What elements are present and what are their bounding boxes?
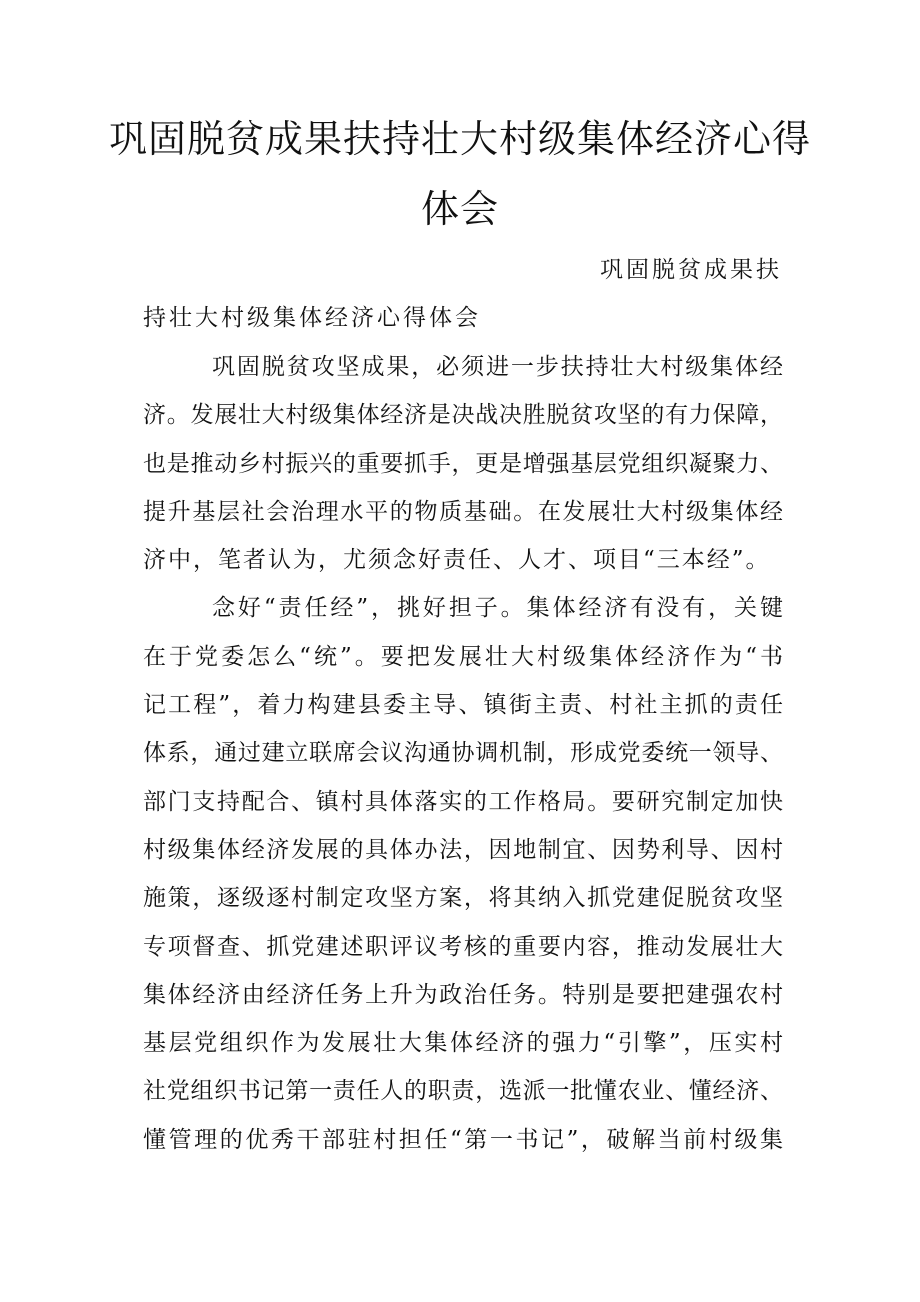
body-line: 基层党组织作为发展壮大集体经济的强力“引擎”，压实村: [143, 1030, 783, 1057]
body-line: 集体经济由经济任务上升为政治任务。特别是要把建强农村: [143, 981, 783, 1008]
title-line-1: 巩固脱贫成果扶持壮大村级集体经济心得: [108, 117, 811, 161]
body-line: 体系，通过建立联席会议沟通协调机制，形成党委统一领导、: [143, 740, 783, 767]
byline-right: 巩固脱贫成果扶: [600, 257, 782, 283]
title-line-2: 体会: [420, 187, 499, 231]
body-text: [143, 347, 783, 1168]
body-line: 懂管理的优秀干部驻村担任“第一书记”，破解当前村级集: [143, 1126, 783, 1153]
body-line: 在于党委怎么“统”。要把发展壮大村级集体经济作为“书: [143, 643, 783, 670]
body-line: 济中，笔者认为，尤须念好责任、人才、项目“三本经”。: [143, 547, 771, 574]
body-line: 巩固脱贫攻坚成果，必须进一步扶持壮大村级集体经: [212, 354, 783, 380]
body-line: 济。发展壮大村级集体经济是决战决胜脱贫攻坚的有力保障，: [143, 402, 783, 429]
body-line: 提升基层社会治理水平的物质基础。在发展壮大村级集体经: [143, 498, 783, 525]
byline-left: 持壮大村级集体经济心得体会: [143, 305, 481, 331]
body-line: 念好“责任经”，挑好担子。集体经济有没有，关键: [212, 595, 783, 622]
body-line: 专项督查、抓党建述职评议考核的重要内容，推动发展壮大: [143, 933, 783, 960]
body-line: 部门支持配合、镇村具体落实的工作格局。要研究制定加快: [143, 788, 783, 815]
body-line: 也是推动乡村振兴的重要抓手，更是增强基层党组织凝聚力、: [143, 450, 783, 477]
body-line: 村级集体经济发展的具体办法，因地制宜、因势利导、因村: [143, 836, 783, 863]
document-title: [100, 104, 820, 244]
body-line: 施策，逐级逐村制定攻坚方案，将其纳入抓党建促脱贫攻坚: [143, 885, 783, 912]
body-line: 社党组织书记第一责任人的职责，选派一批懂农业、懂经济、: [143, 1078, 783, 1105]
body-line: 记工程”，着力构建县委主导、镇街主责、村社主抓的责任: [143, 692, 783, 719]
